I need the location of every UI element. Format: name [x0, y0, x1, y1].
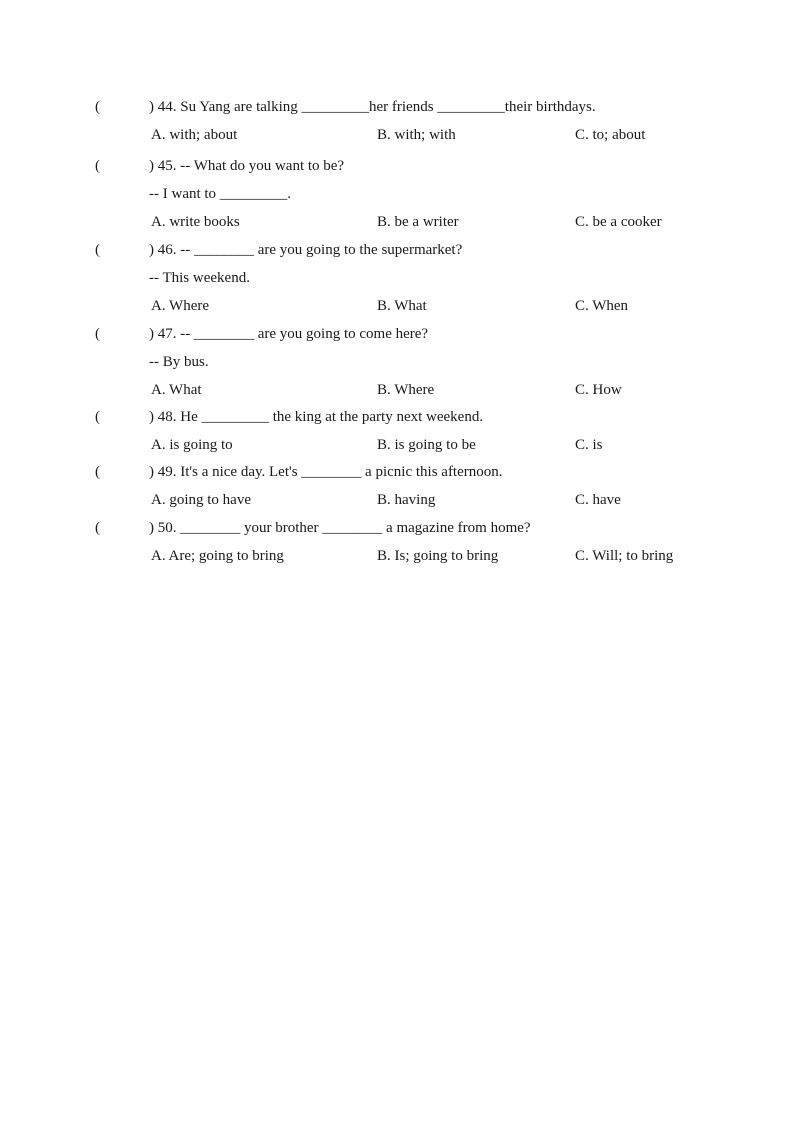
question-stem-line: [0, 458, 800, 486]
question-44: [0, 93, 800, 149]
question-46: [0, 236, 800, 320]
option-a[interactable]: A. is going to: [151, 437, 233, 453]
answer-bracket[interactable]: (: [95, 158, 100, 174]
question-stem: ) 47. -- ________ are you going to come here?: [149, 326, 429, 342]
option-b[interactable]: B. Where: [377, 382, 435, 398]
option-c[interactable]: C. to; about: [575, 127, 646, 143]
option-a[interactable]: A. Where: [151, 298, 210, 314]
question-stem-line-2: [0, 264, 800, 292]
option-a[interactable]: A. Are; going to bring: [151, 548, 284, 564]
option-b[interactable]: B. What: [377, 298, 427, 314]
answer-bracket[interactable]: (: [95, 326, 100, 342]
option-b[interactable]: B. having: [377, 492, 436, 508]
question-response: -- I want to _________.: [149, 186, 292, 202]
question-stem-line: [0, 514, 800, 542]
option-c[interactable]: C. When: [575, 298, 629, 314]
answer-bracket[interactable]: (: [95, 99, 100, 115]
option-c[interactable]: C. How: [575, 382, 622, 398]
question-stem-line: [0, 152, 800, 180]
option-c[interactable]: C. have: [575, 492, 621, 508]
question-stem: ) 48. He _________ the king at the party next weekend.: [149, 409, 484, 425]
question-stem: ) 46. -- ________ are you going to the supermarket?: [149, 242, 463, 258]
question-stem-line-2: [0, 348, 800, 376]
question-stem-line: [0, 403, 800, 431]
question-stem-line: [0, 236, 800, 264]
answer-bracket[interactable]: (: [95, 242, 100, 258]
question-response: -- By bus.: [149, 354, 209, 370]
question-50: [0, 514, 800, 570]
option-a[interactable]: A. write books: [151, 214, 240, 230]
option-b[interactable]: B. be a writer: [377, 214, 459, 230]
option-c[interactable]: C. be a cooker: [575, 214, 662, 230]
question-49: [0, 458, 800, 514]
question-stem-line: [0, 320, 800, 348]
options-row: [0, 542, 800, 570]
question-48: [0, 403, 800, 459]
option-c[interactable]: C. Will; to bring: [575, 548, 674, 564]
options-row: [0, 121, 800, 149]
question-stem: ) 44. Su Yang are talking _________her friends _________their birthdays.: [149, 99, 596, 115]
answer-bracket[interactable]: (: [95, 464, 100, 480]
question-stem: ) 49. It's a nice day. Let's ________ a picnic this afternoon.: [149, 464, 503, 480]
answer-bracket[interactable]: (: [95, 520, 100, 536]
question-stem: ) 45. -- What do you want to be?: [149, 158, 345, 174]
options-row: [0, 208, 800, 236]
options-row: [0, 431, 800, 459]
option-b[interactable]: B. with; with: [377, 127, 456, 143]
option-a[interactable]: A. with; about: [151, 127, 238, 143]
option-b[interactable]: B. is going to be: [377, 437, 476, 453]
option-b[interactable]: B. Is; going to bring: [377, 548, 499, 564]
question-response: -- This weekend.: [149, 270, 250, 286]
answer-bracket[interactable]: (: [95, 409, 100, 425]
question-stem: ) 50. ________ your brother ________ a magazine from home?: [149, 520, 531, 536]
question-45: [0, 152, 800, 236]
options-row: [0, 376, 800, 404]
options-row: [0, 292, 800, 320]
option-a[interactable]: A. What: [151, 382, 202, 398]
question-47: [0, 320, 800, 404]
question-stem-line-2: [0, 180, 800, 208]
options-row: [0, 486, 800, 514]
question-stem-line: [0, 93, 800, 121]
option-c[interactable]: C. is: [575, 437, 603, 453]
option-a[interactable]: A. going to have: [151, 492, 251, 508]
